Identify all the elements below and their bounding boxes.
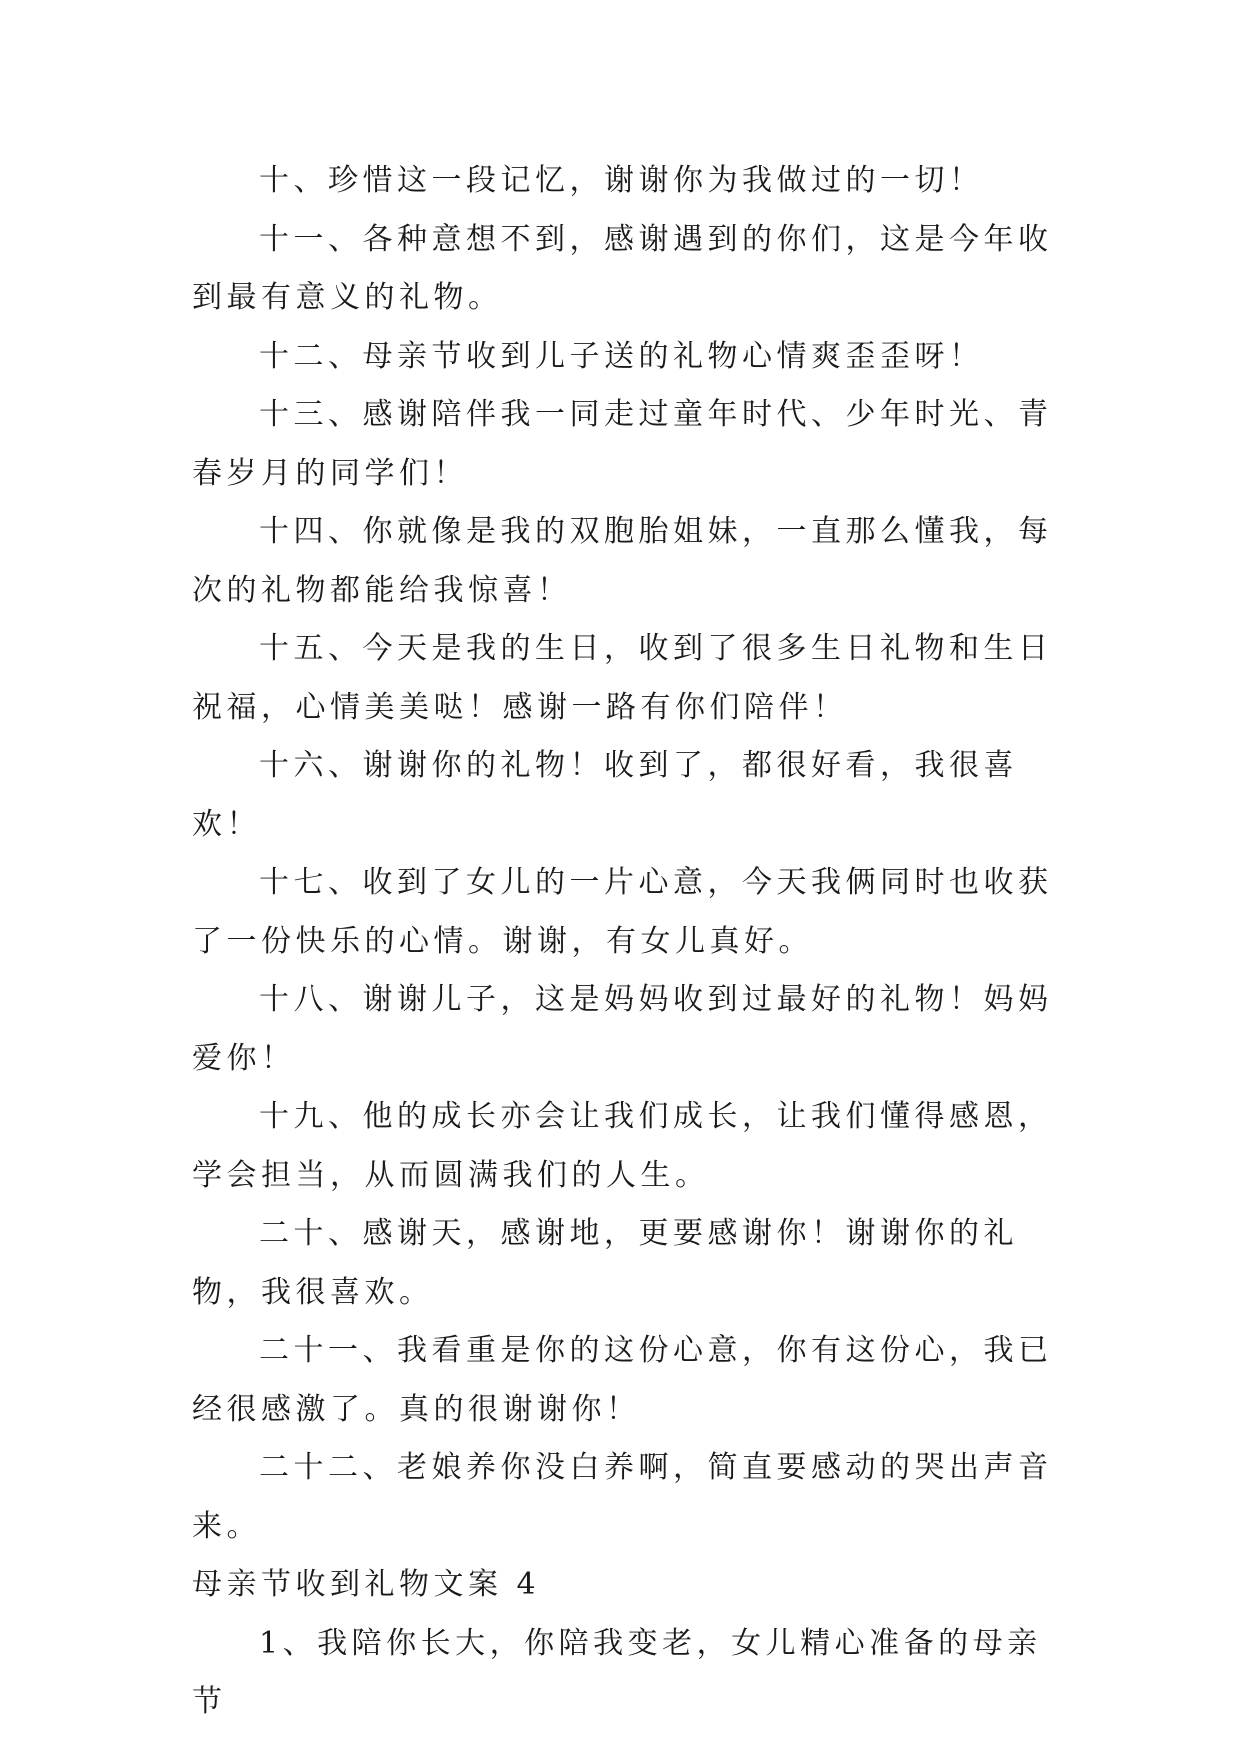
- section-heading: 母亲节收到礼物文案 4: [192, 1567, 541, 1602]
- paragraph: 十一、各种意想不到，感谢遇到的你们，这是今年收到最有意义的礼物。: [192, 221, 1053, 315]
- paragraph: 十八、谢谢儿子，这是妈妈收到过最好的礼物！妈妈爱你！: [192, 982, 1053, 1076]
- paragraph: 二十二、老娘养你没白养啊，简直要感动的哭出声音来。: [192, 1450, 1053, 1544]
- paragraph: 十二、母亲节收到儿子送的礼物心情爽歪歪呀！: [259, 338, 984, 374]
- paragraph: 十六、谢谢你的礼物！收到了，都很好看，我很喜欢！: [192, 748, 1018, 842]
- paragraph: 十、珍惜这一段记忆，谢谢你为我做过的一切！: [259, 163, 984, 198]
- paragraph: 十四、你就像是我的双胞胎姐妹，一直那么懂我，每次的礼物都能给我惊喜！: [192, 514, 1053, 608]
- paragraph: 十九、他的成长亦会让我们成长，让我们懂得感恩，学会担当，从而圆满我们的人生。: [192, 1099, 1053, 1193]
- document-body: [192, 152, 1057, 1732]
- paragraph: 二十、感谢天，感谢地，更要感谢你！谢谢你的礼物，我很喜欢。: [192, 1216, 1018, 1310]
- paragraph: 1、我陪你长大，你陪我变老，女儿精心准备的母亲节: [192, 1625, 1042, 1719]
- paragraph: 十七、收到了女儿的一片心意，今天我俩同时也收获了一份快乐的心情。谢谢，有女儿真好。: [192, 865, 1053, 959]
- paragraph: 十三、感谢陪伴我一同走过童年时代、少年时光、青春岁月的同学们！: [192, 397, 1053, 491]
- paragraph: 十五、今天是我的生日，收到了很多生日礼物和生日祝福，心情美美哒！感谢一路有你们陪伴！: [192, 631, 1053, 725]
- paragraph: 二十一、我看重是你的这份心意，你有这份心，我已经很感激了。真的很谢谢你！: [192, 1333, 1053, 1427]
